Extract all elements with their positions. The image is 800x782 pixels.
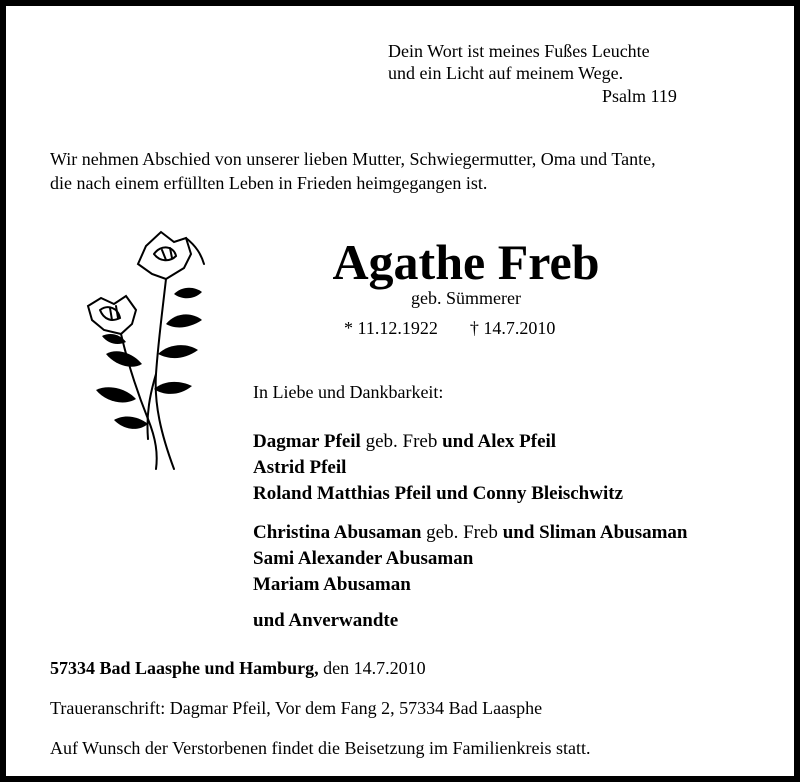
maiden-name-note: geb. Freb [421, 522, 503, 543]
deceased-name: Agathe Freb [332, 234, 600, 290]
family-name: und Sliman Abusaman [502, 522, 688, 543]
family-line [253, 429, 623, 455]
family-line: Astrid Pfeil [253, 457, 347, 478]
death-date: † 14.7.2010 [469, 318, 556, 338]
date: den 14.7.2010 [318, 658, 426, 678]
family-line [253, 520, 688, 546]
maiden-name-note: geb. Freb [360, 431, 443, 452]
verse-line-1: Dein Wort ist meines Fußes Leuchte [388, 41, 650, 61]
family-name: Christina Abusaman [253, 522, 422, 543]
gratitude-line: In Liebe und Dankbarkeit: [253, 382, 444, 402]
relatives-line: und Anverwandte [253, 610, 399, 631]
family-line: Sami Alexander Abusaman [253, 548, 474, 569]
intro-line-2: die nach einem erfüllten Leben in Frieden heimgegangen ist. [50, 173, 488, 193]
family-group-2 [253, 520, 688, 598]
intro-line-1: Wir nehmen Abschied von unserer lieben Mutter, Schwiegermutter, Oma und Tante, [50, 149, 656, 169]
bible-verse [388, 40, 650, 84]
family-line: Roland Matthias Pfeil und Conny Bleischwitz [253, 483, 624, 504]
verse-reference: Psalm 119 [602, 86, 677, 106]
burial-note: Auf Wunsch der Verstorbenen findet die Beisetzung im Familienkreis statt. [50, 738, 591, 758]
mourning-address: Traueranschrift: Dagmar Pfeil, Vor dem Fang 2, 57334 Bad Laasphe [50, 698, 543, 718]
family-name: Dagmar Pfeil [253, 431, 361, 452]
verse-line-2: und ein Licht auf meinem Wege. [388, 63, 624, 83]
birth-name: geb. Sümmerer [411, 288, 521, 308]
family-group-1 [253, 429, 623, 507]
place-date-line [50, 658, 426, 679]
intro-text [50, 147, 656, 195]
place: 57334 Bad Laasphe und Hamburg, [50, 658, 319, 678]
life-dates [344, 318, 555, 339]
birth-date: * 11.12.1922 [344, 318, 438, 338]
family-name: und Alex Pfeil [442, 431, 557, 452]
family-line: Mariam Abusaman [253, 574, 411, 595]
